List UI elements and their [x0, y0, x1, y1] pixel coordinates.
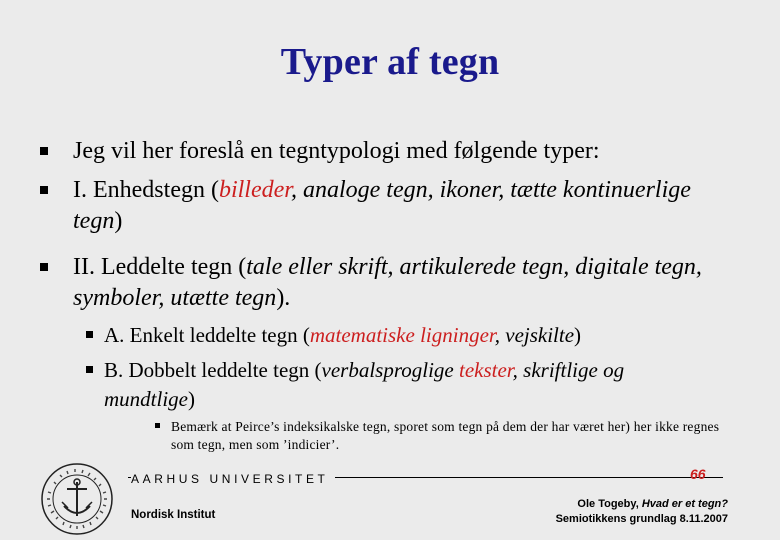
bullet-text: [73, 252, 723, 314]
credit-line-2: Semiotikkens grundlag 8.11.2007: [555, 513, 728, 525]
bullet-marker: [40, 263, 48, 271]
slide-title: Typer af tegn: [280, 41, 500, 83]
bullet-marker: [40, 147, 48, 155]
slide-credit: [556, 497, 728, 527]
university-seal-icon: [40, 462, 114, 536]
text-run: Jeg vil her foreslå en tegntypologi med følgende typer:: [73, 138, 600, 164]
text-run: ).: [276, 285, 291, 311]
bullet-text: [73, 136, 723, 167]
text-run: tekster: [459, 358, 513, 382]
bullet-marker: [155, 423, 160, 428]
text-run: matematiske ligninger: [309, 323, 495, 347]
text-run: tale eller skrift, artikulerede tegn, digitale tegn, symboler, utætte tegn: [73, 254, 702, 311]
note-text: Bemærk at Peirce’s indeksikalske tegn, sporet som tegn på dem der har været her) her ikke regnes som tegn, men som ’indicier’.: [171, 419, 720, 452]
text-run: A. Enkelt leddelte tegn (: [104, 323, 310, 347]
text-run: , analoge tegn, ikoner, tætte kontinuerlige tegn: [73, 177, 691, 234]
credit-author: Ole Togeby,: [577, 498, 642, 510]
bullet-marker: [40, 186, 48, 194]
text-run: II. Leddelte tegn (: [73, 254, 247, 280]
text-run: ): [574, 323, 582, 347]
text-run: B. Dobbelt leddelte tegn (: [104, 358, 322, 382]
institute-name: Nordisk Institut: [131, 509, 216, 521]
credit-line-1: [556, 497, 728, 512]
text-run: , skriftlige og mundtlige: [104, 358, 625, 411]
text-run: ): [114, 208, 123, 234]
bullet-text: [73, 175, 723, 237]
text-run: , vejskilte: [494, 323, 575, 347]
text-run: billeder: [218, 177, 291, 203]
bullet-marker: [86, 366, 93, 373]
university-name: AARHUS UNIVERSITET: [131, 472, 335, 486]
text-run: ): [188, 387, 195, 411]
subbullet-text: [104, 356, 714, 414]
page-number: 66: [690, 466, 706, 482]
text-run: I. Enhedstegn (: [73, 177, 219, 203]
bullet-marker: [86, 331, 93, 338]
credit-title: Hvad er et tegn?: [641, 498, 728, 510]
subbullet-text: [104, 321, 714, 350]
text-run: verbalsproglige: [321, 358, 459, 382]
